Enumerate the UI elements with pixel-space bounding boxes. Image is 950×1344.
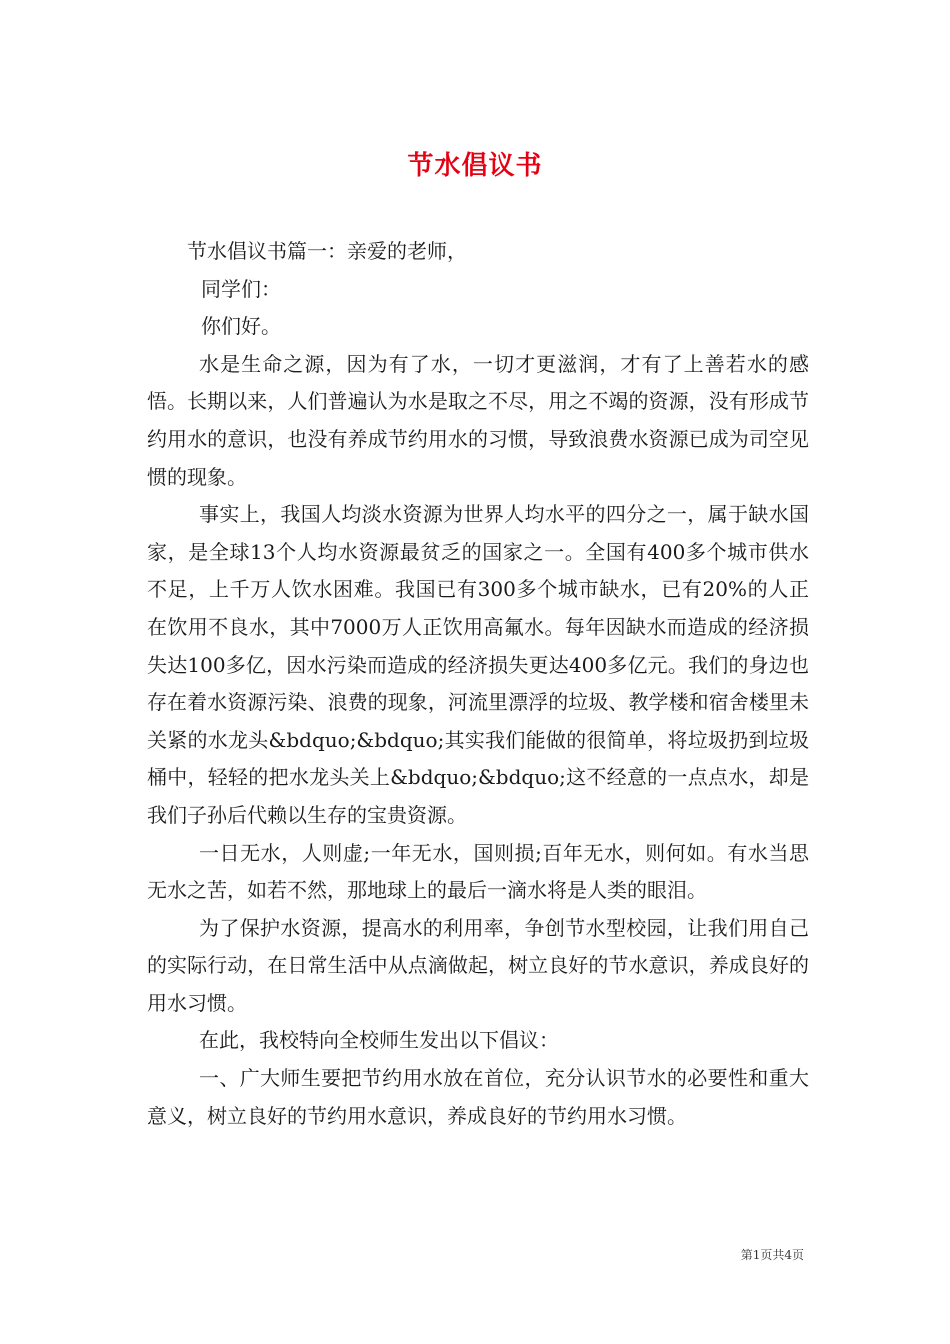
page-title: 节水倡议书 [407,151,543,182]
greeting-line: 你们好。 [201,314,281,339]
body-paragraph: 在此，我校特向全校师生发出以下倡议： [199,1028,559,1053]
salutation-line: 节水倡议书篇一：亲爱的老师， [187,239,467,263]
body-paragraph: 事实上，我国人均淡水资源为世界人均水平的四分之一，属于缺水国家，是全球13个人均水资源最贫乏的国家之一。全国有400多个城市供水不足，上千万人饮水困难。我国已有300多个城市缺水，已有20%的人正在饮用不良水，其中7000万人正饮用高氟水。每年因缺水而造成的经济损失达100多亿，因水污染而造成的经济损失更达400多亿元。我们的身边也存在着水资源污染、浪费的现象，河流里漂浮的垃圾、教学楼和宿舍楼里未关紧的水龙头&bdquo;&bdquo;其实我们能做的很简单，将垃圾扔到垃圾桶中，轻轻的把水龙头关上&bdquo;&bdquo;这不经意的一点点水，却是我们子孙后代赖以生存的宝贵资源。 [147,502,809,827]
salutation-line: 同学们： [201,276,281,301]
body-paragraph: 水是生命之源，因为有了水，一切才更滋润，才有了上善若水的感悟。长期以来，人们普遍认为水是取之不尽，用之不竭的资源，没有形成节约用水的意识，也没有养成节约用水的习惯，导致浪费水资源已成为司空见惯的现象。 [147,351,809,489]
document-body [147,233,809,1135]
body-paragraph: 为了保护水资源，提高水的利用率，争创节水型校园，让我们用自己的实际行动，在日常生活中从点滴做起，树立良好的节水意识，养成良好的用水习惯。 [147,915,809,1015]
page-number: 第1页共4页 [740,1248,804,1262]
body-paragraph: 一日无水，人则虚;一年无水，国则损;百年无水，则何如。有水当思无水之苦，如若不然，那地球上的最后一滴水将是人类的眼泪。 [147,840,809,903]
body-paragraph: 一、广大师生要把节约用水放在首位，充分认识节水的必要性和重大意义，树立良好的节约用水意识，养成良好的节约用水习惯。 [147,1066,809,1128]
